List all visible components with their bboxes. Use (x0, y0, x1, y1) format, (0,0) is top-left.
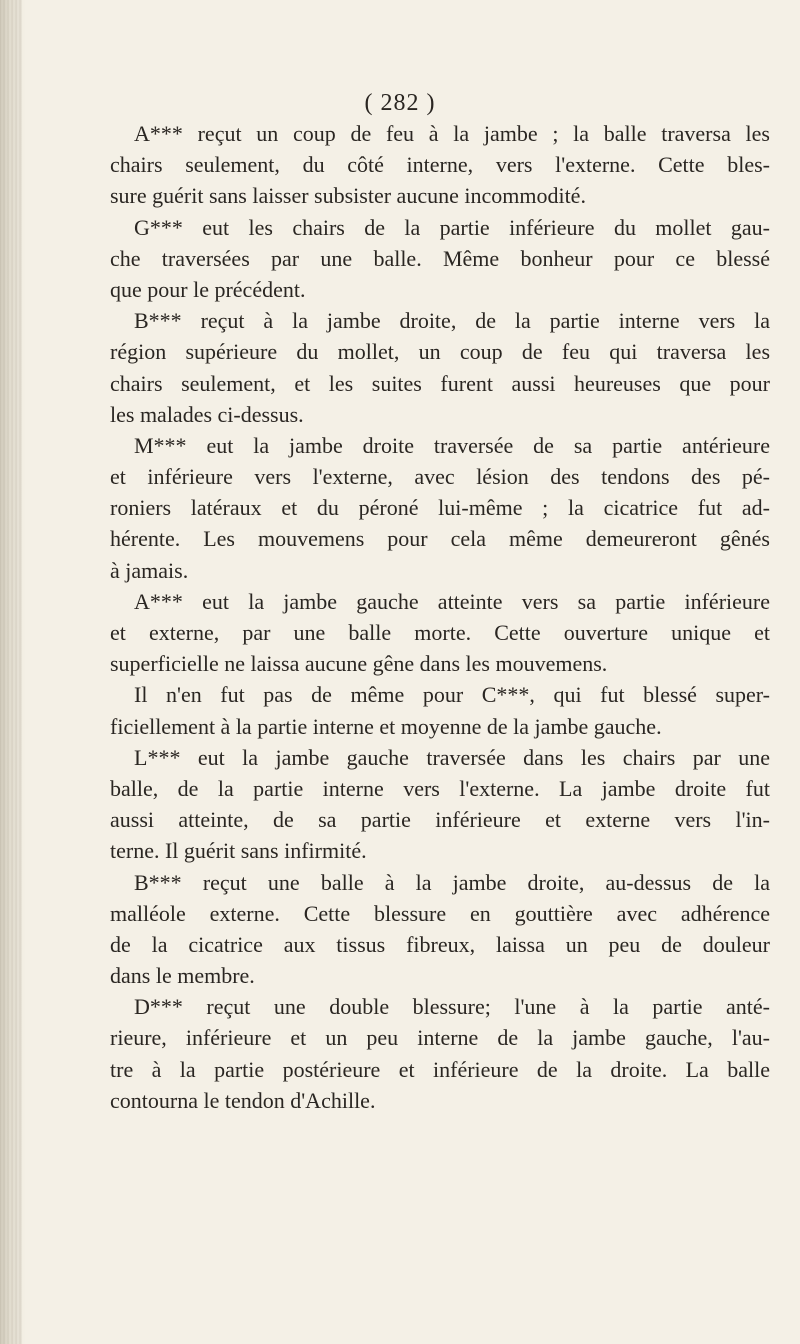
text-line: B*** reçut une balle à la jambe droite, au-dessus de la (134, 869, 770, 895)
text-line: B*** reçut à la jambe droite, de la partie interne vers la (134, 308, 770, 334)
text-line: dans le membre. (110, 963, 255, 989)
text-line: L*** eut la jambe gauche traversée dans les chairs par une (134, 744, 770, 770)
book-gutter (0, 0, 22, 1344)
text-line: sure guérit sans laisser subsister aucune incommodité. (110, 183, 586, 209)
text-line: che traversées par une balle. Même bonheur pour ce blessé (110, 245, 770, 271)
text-line: ficiellement à la partie interne et moyenne de la jambe gauche. (110, 713, 662, 739)
text-line: chairs seulement, du côté interne, vers l'externe. Cette bles- (110, 152, 770, 178)
text-line: A*** eut la jambe gauche atteinte vers sa partie inférieure (134, 588, 770, 614)
text-line: A*** reçut un coup de feu à la jambe ; la balle traversa les (134, 121, 770, 146)
text-line: D*** reçut une double blessure; l'une à la partie anté- (134, 994, 770, 1020)
text-line: région supérieure du mollet, un coup de feu qui traversa les (110, 339, 770, 365)
text-line: hérente. Les mouvemens pour cela même demeureront gênés (110, 526, 770, 552)
text-line: terne. Il guérit sans infirmité. (110, 838, 367, 864)
text-line: malléole externe. Cette blessure en gouttière avec adhérence (110, 900, 770, 926)
text-line: de la cicatrice aux tissus fibreux, laissa un peu de douleur (110, 931, 770, 957)
text-line: et externe, par une balle morte. Cette ouverture unique et (110, 620, 770, 645)
text-line: que pour le précédent. (110, 276, 306, 302)
text-line: superficielle ne laissa aucune gêne dans les mouvemens. (110, 651, 608, 677)
text-line: chairs seulement, et les suites furent aussi heureuses que pour (110, 370, 770, 396)
text-line: rieure, inférieure et un peu interne de la jambe gauche, l'au- (110, 1025, 770, 1051)
text-line: contourna le tendon d'Achille. (110, 1087, 376, 1113)
text-line: aussi atteinte, de sa partie inférieure et externe vers l'in- (110, 807, 770, 833)
text-line: Il n'en fut pas de même pour C***, qui fut blessé super- (134, 682, 770, 708)
text-line: roniers latéraux et du péroné lui-même ; la cicatrice fut ad- (110, 495, 770, 521)
text-line: à jamais. (110, 557, 189, 583)
text-line: balle, de la partie interne vers l'externe. La jambe droite fut (110, 775, 770, 801)
text-line: M*** eut la jambe droite traversée de sa partie antérieure (134, 432, 770, 458)
body-text (110, 118, 770, 1116)
text-line: et inférieure vers l'externe, avec lésion des tendons des pé- (110, 464, 770, 490)
text-line: les malades ci-dessus. (110, 401, 304, 427)
text-line: G*** eut les chairs de la partie inférieure du mollet gau- (134, 214, 770, 240)
text-line: tre à la partie postérieure et inférieure de la droite. La balle (110, 1056, 770, 1082)
page-number: ( 282 ) (364, 90, 436, 116)
